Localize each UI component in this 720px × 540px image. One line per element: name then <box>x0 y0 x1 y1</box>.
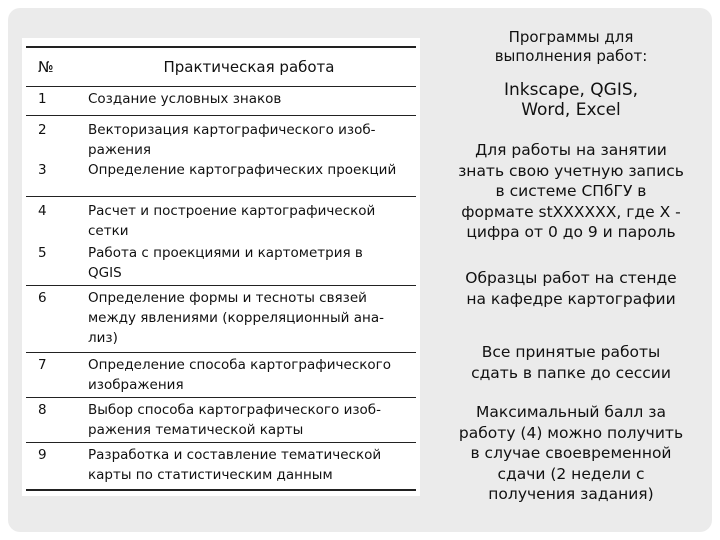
account-note-line: формате stXXXXXX, где Х - <box>461 202 681 221</box>
row-work-line: ражения тематической карты <box>88 422 304 438</box>
row-work-line: Работа с проекциями и картометрия в <box>88 245 363 261</box>
row-work <box>82 241 416 286</box>
row-work-line: ражения <box>88 142 152 158</box>
row-work <box>82 286 416 353</box>
row-work-line: Определение картографических проекций <box>88 162 397 178</box>
row-work-line: Создание условных знаков <box>88 91 282 107</box>
row-work <box>82 353 416 398</box>
row-number: 3 <box>38 162 47 178</box>
account-note <box>436 140 706 243</box>
submit-note <box>436 342 706 383</box>
samples-note <box>436 268 706 309</box>
samples-note-line: Образцы работ на стенде <box>465 269 677 287</box>
row-number: 7 <box>26 353 82 398</box>
row-work-line: лиз) <box>88 330 118 346</box>
table-row <box>26 241 416 286</box>
row-work <box>82 443 416 491</box>
table-row <box>26 197 416 242</box>
row-work <box>82 116 416 161</box>
score-note-line: сдачи (2 недели с <box>497 464 645 483</box>
account-note-line: цифра от 0 до 9 и пароль <box>466 223 676 241</box>
column-header-number: № <box>26 47 82 87</box>
samples-note-line: на кафедре картографии <box>466 289 676 308</box>
row-work-line: между явлениями (корреляционный ана- <box>88 310 384 326</box>
row-number: 1 <box>26 87 82 116</box>
row-number: 8 <box>26 398 82 443</box>
programs-list-line: Word, Excel <box>521 100 621 120</box>
table-row <box>26 286 416 353</box>
practical-works-table <box>26 46 416 491</box>
practical-works-table-area <box>22 38 420 496</box>
programs-list-line: Inkscape, QGIS, <box>503 80 639 100</box>
programs-heading-line: Программы для <box>508 28 634 46</box>
row-number: 5 <box>38 245 47 261</box>
programs-list <box>436 80 706 120</box>
score-note <box>436 402 706 505</box>
row-work <box>82 398 416 443</box>
column-header-work: Практическая работа <box>82 47 416 87</box>
table-row <box>26 398 416 443</box>
row-work <box>82 160 416 197</box>
row-work-line: Определение способа картографического <box>88 357 392 373</box>
row-work-line: сетки <box>88 223 129 239</box>
row-work-line: QGIS <box>88 265 122 281</box>
account-note-line: Для работы на занятии <box>475 141 667 159</box>
row-number: 2 <box>26 116 82 161</box>
submit-note-line: сдать в папке до сессии <box>471 363 671 382</box>
table-header-row <box>26 47 416 87</box>
table-row <box>26 160 416 197</box>
row-work-line: Выбор способа картографического изоб- <box>88 402 381 418</box>
score-note-line: работу (4) можно получить <box>458 423 684 442</box>
row-work-line: Определение формы и тесноты связей <box>88 290 367 306</box>
row-work-line: Векторизация картографического изоб- <box>88 122 376 138</box>
account-note-line: знать свою учетную запись <box>458 161 684 180</box>
submit-note-line: Все принятые работы <box>481 343 661 361</box>
score-note-line: в случае своевременной <box>470 444 672 462</box>
row-work <box>82 87 416 116</box>
score-note-line: получения задания) <box>488 485 654 503</box>
row-work-line: карты по статистическим данным <box>88 467 333 483</box>
row-work-line: Разработка и составление тематической <box>88 447 382 463</box>
programs-heading <box>436 28 706 66</box>
row-number: 9 <box>26 443 82 491</box>
score-note-line: Максимальный балл за <box>476 403 666 421</box>
account-note-line: в системе СПбГУ в <box>495 182 647 200</box>
programs-heading-line: выполнения работ: <box>494 47 648 65</box>
table-row <box>26 353 416 398</box>
row-work-line: Расчет и построение картографической <box>88 203 376 219</box>
row-number: 4 <box>26 197 82 242</box>
row-number: 6 <box>26 286 82 353</box>
row-work-line: изображения <box>88 377 184 393</box>
table-row <box>26 116 416 161</box>
row-work <box>82 197 416 242</box>
table-row <box>26 87 416 116</box>
table-row <box>26 443 416 491</box>
